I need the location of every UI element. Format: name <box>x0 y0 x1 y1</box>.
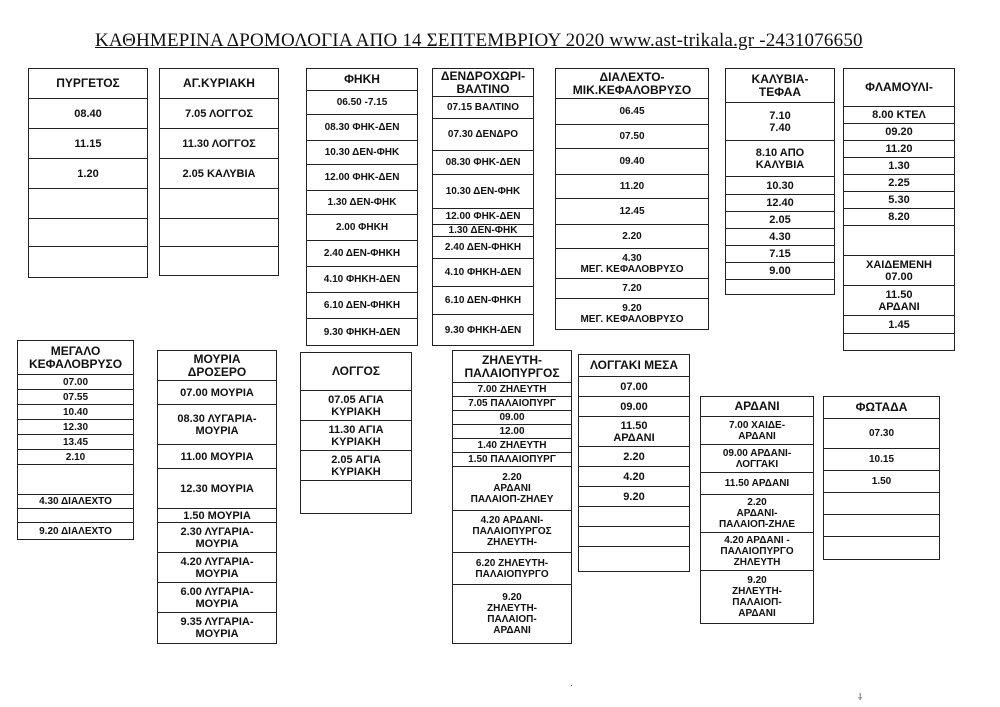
table-row <box>824 493 939 515</box>
table-row: 07.50 <box>556 125 708 149</box>
table-row <box>29 247 147 277</box>
table-row: 1.50 ΠΑΛΑΙΟΠΥΡΓ <box>453 453 571 467</box>
table-row: 4.20 ΛΥΓΑΡΙΑ- ΜΟΥΡΙΑ <box>158 553 276 583</box>
table-row: 10.30 ΔΕΝ-ΦΗΚ <box>307 141 417 165</box>
table-row: 07.05 ΑΓΙΑ ΚΥΡΙΑΚΗ <box>301 391 411 421</box>
table-row: ΧΑΙΔΕΜΕΝΗ 07.00 <box>844 256 954 286</box>
table-row: 12.00 ΦΗΚ-ΔΕΝ <box>433 209 533 225</box>
table-row: 07.30 ΔΕΝΔΡΟ <box>433 119 533 151</box>
schedule-table-zileuthi <box>452 350 572 644</box>
table-row: 9.20 ΔΙΑΛΕΧΤΟ <box>39 525 112 537</box>
table-row: 06.50 -7.15 <box>307 91 417 115</box>
table-row: 07.30 <box>824 419 939 449</box>
table-row: 09.40 <box>556 149 708 175</box>
table-row: 6.10 ΔΕΝ-ΦΗΚΗ <box>307 293 417 319</box>
table-row: 10.15 <box>824 449 939 471</box>
table-row: 11.20 <box>844 141 954 158</box>
table-row: 1.50 <box>824 471 939 493</box>
table-row: 2.40 ΔΕΝ-ΦΗΚΗ <box>307 241 417 267</box>
table-row: 8.10 ΑΠΟ ΚΑΛΥΒΙΑ <box>726 141 834 177</box>
table-row <box>160 247 278 275</box>
table-title: ΑΓ.ΚΥΡΙΑΚΗ <box>160 69 278 99</box>
schedule-table-dendrochori <box>432 68 534 346</box>
table-title: ΛΟΓΓΑΚΙ ΜΕΣΑ <box>579 355 689 377</box>
table-row: 4.20 ΑΡΔΑΝΙ- ΠΑΛΑΙΟΠΥΡΓΟΣ ΖΗΛΕΥΤΗ- <box>453 511 571 553</box>
table-row: 7.10 7.40 <box>726 103 834 141</box>
table-row <box>29 219 147 247</box>
table-row: 12.40 <box>726 195 834 212</box>
table-row: 1.20 <box>29 159 147 189</box>
table-row: 2.05 ΚΑΛΥΒΙΑ <box>160 159 278 189</box>
table-row: 2.00 ΦΗΚΗ <box>307 215 417 241</box>
table-row: 11.15 <box>29 129 147 159</box>
schedule-table-fiki <box>306 68 418 346</box>
table-row: 7.00 ΖΗΛΕΥΤΗ <box>453 383 571 397</box>
table-row: 11.30 ΑΓΙΑ ΚΥΡΙΑΚΗ <box>301 421 411 451</box>
table-row: 4.30 <box>726 229 834 246</box>
schedule-table-kalyvia <box>725 68 835 295</box>
table-title: ΜΟΥΡΙΑ ΔΡΟΣΕΡΟ <box>158 351 276 381</box>
table-row: 2.25 <box>844 175 954 192</box>
table-row: 1.30 ΔΕΝ-ΦΗΚ <box>433 225 533 237</box>
table-row: 08.30 ΦΗΚ-ΔΕΝ <box>307 115 417 141</box>
table-row: 08.40 <box>29 99 147 129</box>
table-row <box>824 537 939 559</box>
table-title: ΔΕΝΔΡΟΧΩΡΙ- ΒΑΛΤΙΝΟ <box>433 69 533 97</box>
table-title: ΔΙΑΛΕΧΤΟ- ΜΙΚ.ΚΕΦΑΛΟΒΡΥΣΟ <box>556 69 708 99</box>
table-row: 9.20 ΖΗΛΕΥΤΗ- ΠΑΛΑΙΟΠ- ΑΡΔΑΝΙ <box>732 575 782 619</box>
table-title: ΦΗΚΗ <box>307 69 417 91</box>
table-row: 4.20 ΑΡΔΑΝΙ - ΠΑΛΑΙΟΠΥΡΓΟ ΖΗΛΕΥΤΗ <box>701 533 813 571</box>
table-row: 07.00 <box>18 375 133 390</box>
schedule-table-loggos <box>300 352 412 514</box>
table-title: ΠΥΡΓΕΤΟΣ <box>29 69 147 99</box>
table-row: 12.30 <box>18 420 133 435</box>
table-row: 2.05 ΑΓΙΑ ΚΥΡΙΑΚΗ <box>301 451 411 481</box>
table-row: 11.50 ΑΡΔΑΝΙ <box>844 286 954 316</box>
table-row: 9.20 <box>579 487 689 507</box>
table-row <box>844 226 954 256</box>
schedule-table-loggaki <box>578 354 690 572</box>
table-row: 10.30 <box>726 177 834 195</box>
table-row: 11.50 ΑΡΔΑΝΙ <box>701 473 813 495</box>
table-row: 12.00 <box>453 425 571 439</box>
table-row: 4.20 <box>579 467 689 487</box>
table-title: ΚΑΛΥΒΙΑ- ΤΕΦΑΑ <box>726 69 834 103</box>
table-row: 4.30 ΔΙΑΛΕΧΤΟ <box>18 495 133 509</box>
table-row <box>29 189 147 219</box>
table-row: 1.30 ΔΕΝ-ΦΗΚ <box>307 191 417 215</box>
table-row: 09.00 ΑΡΔΑΝΙ- ΛΟΓΓΑΚΙ <box>701 445 813 473</box>
table-row <box>579 507 689 527</box>
table-row <box>18 465 133 495</box>
table-row: 07.15 ΒΑΛΤΙΝΟ <box>433 97 533 119</box>
table-row: 12.00 ΦΗΚ-ΔΕΝ <box>307 165 417 191</box>
page-title: ΚΑΘΗΜΕΡΙΝΑ ΔΡΟΜΟΛΟΓΙΑ ΑΠΟ 14 ΣΕΠΤΕΜΒΡΙΟΥ 2020 www.ast-trikala.gr -2431076650 <box>95 30 863 51</box>
table-row: 7.00 ΧΑΙΔΕ- ΑΡΔΑΝΙ <box>701 417 813 445</box>
table-row: 1.45 <box>844 316 954 334</box>
table-title: ΖΗΛΕΥΤΗ- ΠΑΛΑΙΟΠΥΡΓΟΣ <box>453 351 571 383</box>
table-row: 11.00 ΜΟΥΡΙΑ <box>158 445 276 469</box>
table-row: 8.20 <box>844 209 954 226</box>
schedule-table-pyrgetos <box>28 68 148 278</box>
table-row: 11.50 ΑΡΔΑΝΙ <box>579 417 689 447</box>
table-row: 6.00 ΛΥΓΑΡΙΑ- ΜΟΥΡΙΑ <box>158 583 276 613</box>
table-row: 9.00 <box>726 263 834 280</box>
table-row: 10.40 <box>18 405 133 420</box>
table-row <box>726 280 834 294</box>
table-row: 2.30 ΛΥΓΑΡΙΑ- ΜΟΥΡΙΑ <box>158 523 276 553</box>
table-row: 07.00 <box>579 377 689 397</box>
table-row: 7.20 <box>556 279 708 299</box>
table-row: 11.30 ΛΟΓΓΟΣ <box>160 129 278 159</box>
table-row: 09.00 <box>579 397 689 417</box>
table-row: 4.10 ΦΗΚΗ-ΔΕΝ <box>433 259 533 287</box>
table-row: 1.30 <box>844 158 954 175</box>
table-row: 2.20 ΑΡΔΑΝΙ- ΠΑΛΑΙΟΠ-ΖΗΛΕ <box>701 495 813 533</box>
table-row <box>160 219 278 247</box>
table-row: 2.40 ΔΕΝ-ΦΗΚΗ <box>433 237 533 259</box>
table-row: 1.50 ΜΟΥΡΙΑ <box>158 509 276 523</box>
schedule-table-ag-kyriaki <box>159 68 279 276</box>
schedule-table-mouria <box>157 350 277 644</box>
table-row: 4.30 ΜΕΓ. ΚΕΦΑΛΟΒΡΥΣΟ <box>556 249 708 279</box>
table-row: 7.15 <box>726 246 834 263</box>
table-row: 2.20 ΑΡΔΑΝΙ ΠΑΛΑΙΟΠ-ΖΗΛΕΥ <box>453 467 571 511</box>
table-title: ΑΡΔΑΝΙ <box>701 397 813 417</box>
schedule-table-megalo-kefalovryso <box>17 340 134 540</box>
table-row <box>844 334 954 350</box>
table-row: 4.10 ΦΗΚΗ-ΔΕΝ <box>307 267 417 293</box>
table-row: 12.30 ΜΟΥΡΙΑ <box>158 469 276 509</box>
scan-mark: ⸸ <box>858 692 863 702</box>
table-row: 6.20 ΖΗΛΕΥΤΗ- ΠΑΛΑΙΟΠΥΡΓΟ <box>453 553 571 585</box>
table-row: 5.30 <box>844 192 954 209</box>
table-title: ΦΛΑΜΟΥΛΙ- <box>844 69 954 107</box>
table-row: 12.45 <box>556 199 708 225</box>
table-row: 8.00 ΚΤΕΛ <box>844 107 954 124</box>
table-row: 13.45 <box>18 435 133 450</box>
schedule-table-fotada <box>823 396 940 560</box>
table-row: 09.20 <box>844 124 954 141</box>
table-row: 2.20 <box>579 447 689 467</box>
table-row: 9.20 ΖΗΛΕΥΤΗ- ΠΑΛΑΙΟΠ- ΑΡΔΑΝΙ <box>487 592 537 636</box>
table-row: 08.30 ΛΥΓΑΡΙΑ- ΜΟΥΡΙΑ <box>158 405 276 445</box>
table-row: 09.00 <box>453 411 571 425</box>
table-row <box>18 509 133 523</box>
table-row: 2.05 <box>726 212 834 229</box>
table-row: 7.05 ΠΑΛΑΙΟΠΥΡΓ <box>453 397 571 411</box>
schedule-table-flamouli <box>843 68 955 351</box>
table-row: 1.40 ΖΗΛΕΥΤΗ <box>453 439 571 453</box>
schedule-table-ardani <box>700 396 814 624</box>
table-row: 7.05 ΛΟΓΓΟΣ <box>160 99 278 129</box>
table-row: 9.30 ΦΗΚΗ-ΔΕΝ <box>444 324 522 336</box>
table-row <box>824 515 939 537</box>
schedule-table-dialechto <box>555 68 709 330</box>
table-row: 6.10 ΔΕΝ-ΦΗΚΗ <box>433 287 533 315</box>
table-row: 2.10 <box>18 450 133 465</box>
scan-mark: · <box>570 680 573 690</box>
table-row: 9.35 ΛΥΓΑΡΙΑ- ΜΟΥΡΙΑ <box>180 616 254 640</box>
table-row: 11.20 <box>556 175 708 199</box>
table-row: 07.55 <box>18 390 133 405</box>
table-row: 07.00 ΜΟΥΡΙΑ <box>158 381 276 405</box>
table-row: 06.45 <box>556 99 708 125</box>
table-title: ΦΩΤΑΔΑ <box>824 397 939 419</box>
table-row <box>579 527 689 547</box>
table-title: ΛΟΓΓΟΣ <box>301 353 411 391</box>
table-row: 9.20 ΜΕΓ. ΚΕΦΑΛΟΒΡΥΣΟ <box>580 303 684 325</box>
table-row <box>160 189 278 219</box>
table-row: 2.20 <box>556 225 708 249</box>
table-row <box>579 547 689 571</box>
table-title: ΜΕΓΑΛΟ ΚΕΦΑΛΟΒΡΥΣΟ <box>18 341 133 375</box>
table-row: 9.30 ΦΗΚΗ-ΔΕΝ <box>323 326 401 338</box>
table-row: 10.30 ΔΕΝ-ΦΗΚ <box>433 175 533 209</box>
table-row: 08.30 ΦΗΚ-ΔΕΝ <box>433 151 533 175</box>
table-row <box>301 481 411 513</box>
